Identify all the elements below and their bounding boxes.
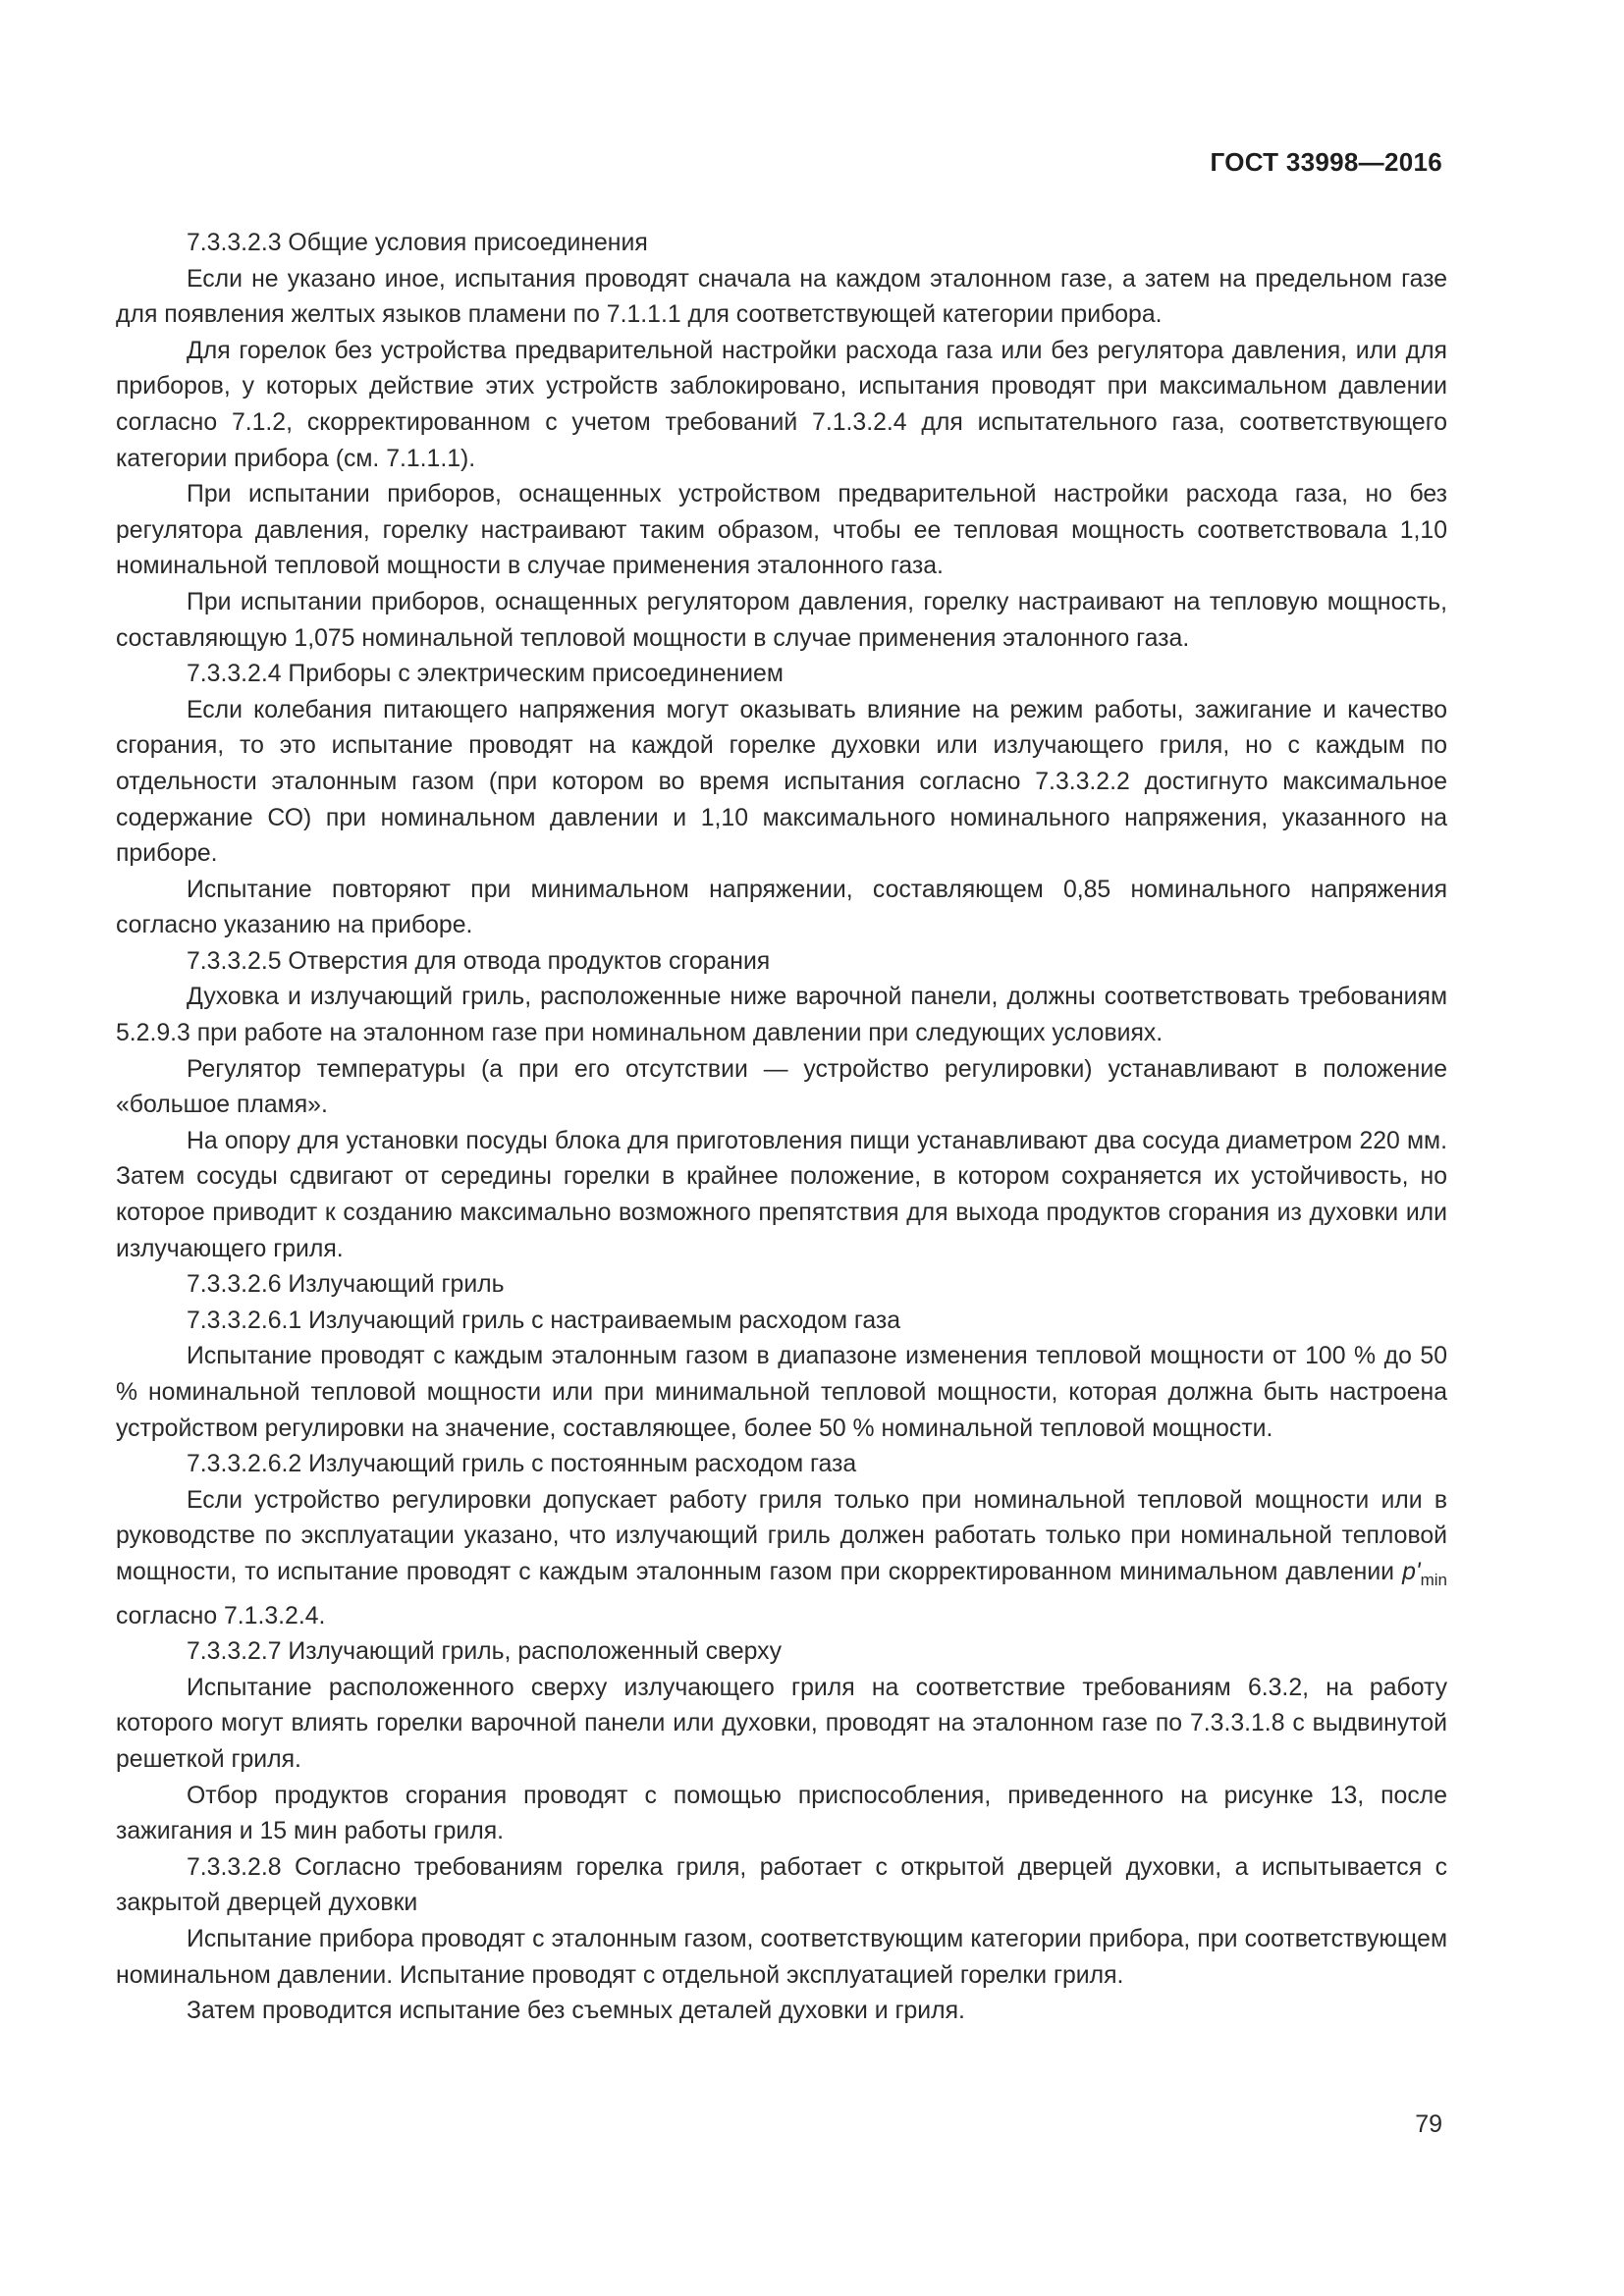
paragraph: Духовка и излучающий гриль, расположенные ниже варочной панели, должны соответствовать требованиям 5.2.9.3 при работе на эталонном газе при номинальном давлении при следующих условиях. — [116, 984, 1447, 1047]
paragraph: Для горелок без устройства предварительной настройки расхода газа или без регулятора давления, или для приборов, у которых действие этих устройств заблокировано, испытания проводят при максимальном давлении согласно 7.1.2, скорректированном с учетом требований 7.1.3.2.4 для испытательного газа, соответствующего категории прибора (см. 7.1.1.1). — [116, 337, 1447, 472]
paragraph: Если не указано иное, испытания проводят сначала на каждом эталонном газе, а затем на предельном газе для появления желтых языков пламени по 7.1.1.1 для соответствующей категории прибора. — [116, 265, 1447, 329]
section-heading-7-3-3-2-4: 7.3.3.2.4 Приборы с электрическим присоединением — [187, 661, 784, 688]
paragraph: Регулятор температуры (а при его отсутствии — устройство регулировки) устанавливают в положение «большое пламя». — [116, 1055, 1447, 1119]
paragraph: Испытание повторяют при минимальном напряжении, составляющем 0,85 номинального напряжения согласно указанию на приборе. — [116, 876, 1447, 939]
section-heading-7-3-3-2-7: 7.3.3.2.7 Излучающий гриль, расположенный сверху — [187, 1638, 782, 1666]
paragraph: На опору для установки посуды блока для приготовления пищи устанавливают два сосуда диаметром 220 мм. Затем сосуды сдвигают от середины горелки в крайнее положение, в котором сохраняется их устойчивость, но которое приводит к созданию максимально возможного препятствия для выхода продуктов сгорания из духовки или излучающего гриля. — [116, 1127, 1447, 1262]
section-heading-7-3-3-2-6-2: 7.3.3.2.6.2 Излучающий гриль с постоянным расходом газа — [187, 1451, 857, 1478]
paragraph: Испытание прибора проводят с эталонным газом, соответствующим категории прибора, при соответствующем номинальном давлении. Испытание проводят с отдельной эксплуатацией горелки гриля. — [116, 1925, 1447, 1989]
pressure-symbol: p' — [1402, 1558, 1421, 1585]
paragraph: Испытание расположенного сверху излучающего гриля на соответствие требованиям 6.3.2, на работу которого могут влиять горелки варочной панели или духовки, проводят на эталонном газе по 7.3.3.1.8 с выдвинутой решеткой гриля. — [116, 1674, 1447, 1773]
section-heading-7-3-3-2-3: 7.3.3.2.3 Общие условия присоединения — [187, 230, 648, 256]
paragraph: Если колебания питающего напряжения могут оказывать влияние на режим работы, зажигание и качество сгорания, то это испытание проводят на каждой горелке духовки или излучающего гриля, но с каждым по отдельности эталонным газом (при котором во время испытания согласно 7.3.3.2.2 достигнуто максимальное содержание СО) при номинальном давлении и 1,10 максимального номинального напряжения, указанного на приборе. — [116, 696, 1447, 868]
document-body — [116, 226, 1447, 2030]
page-number: 79 — [1415, 2110, 1442, 2138]
section-heading-7-3-3-2-6: 7.3.3.2.6 Излучающий гриль — [187, 1271, 505, 1299]
section-heading-7-3-3-2-6-1: 7.3.3.2.6.1 Излучающий гриль с настраиваемым расходом газа — [187, 1307, 901, 1334]
section-heading-7-3-3-2-5: 7.3.3.2.5 Отверстия для отвода продуктов сгорания — [187, 947, 771, 975]
pressure-subscript: min — [1420, 1570, 1447, 1589]
document-code-header: ГОСТ 33998—2016 — [1210, 147, 1442, 177]
paragraph: Затем проводится испытание без съемных деталей духовки и гриля. — [187, 1998, 965, 2025]
paragraph: Испытание проводят с каждым эталонным газом в диапазоне изменения тепловой мощности от 100 % до 50 % номинальной тепловой мощности или при минимальной тепловой мощности, которая должна быть настроена устройством регулировки на значение, составляющее, более 50 % номинальной тепловой мощности. — [116, 1343, 1447, 1442]
section-heading-7-3-3-2-8: 7.3.3.2.8 Согласно требованиям горелка гриля, работает с открытой дверцей духовки, а испытывается с закрытой дверцей духовки — [116, 1853, 1447, 1917]
paragraph: Отбор продуктов сгорания проводят с помощью приспособления, приведенного на рисунке 13, после зажигания и 15 мин работы гриля. — [116, 1782, 1447, 1845]
paragraph: При испытании приборов, оснащенных регулятором давления, горелку настраивают на тепловую мощность, составляющую 1,075 номинальной тепловой мощности в случае применения эталонного газа. — [116, 588, 1447, 652]
paragraph: При испытании приборов, оснащенных устройством предварительной настройки расхода газа, но без регулятора давления, горелку настраивают таким образом, чтобы ее тепловая мощность соответствовала 1,10 номинальной тепловой мощности в случае применения эталонного газа. — [116, 481, 1447, 580]
paragraph-text-before: Если устройство регулировки допускает работу гриля только при номинальной тепловой мощности или в руководстве по эксплуатации указано, что излучающий гриль должен работать только при номинальной тепловой мощности, то испытание проводят с каждым эталонным газом при скорректированном минимальном давлении — [116, 1486, 1447, 1585]
paragraph-with-formula — [116, 1483, 1447, 1634]
paragraph-text-after: согласно 7.1.3.2.4. — [116, 1602, 326, 1629]
